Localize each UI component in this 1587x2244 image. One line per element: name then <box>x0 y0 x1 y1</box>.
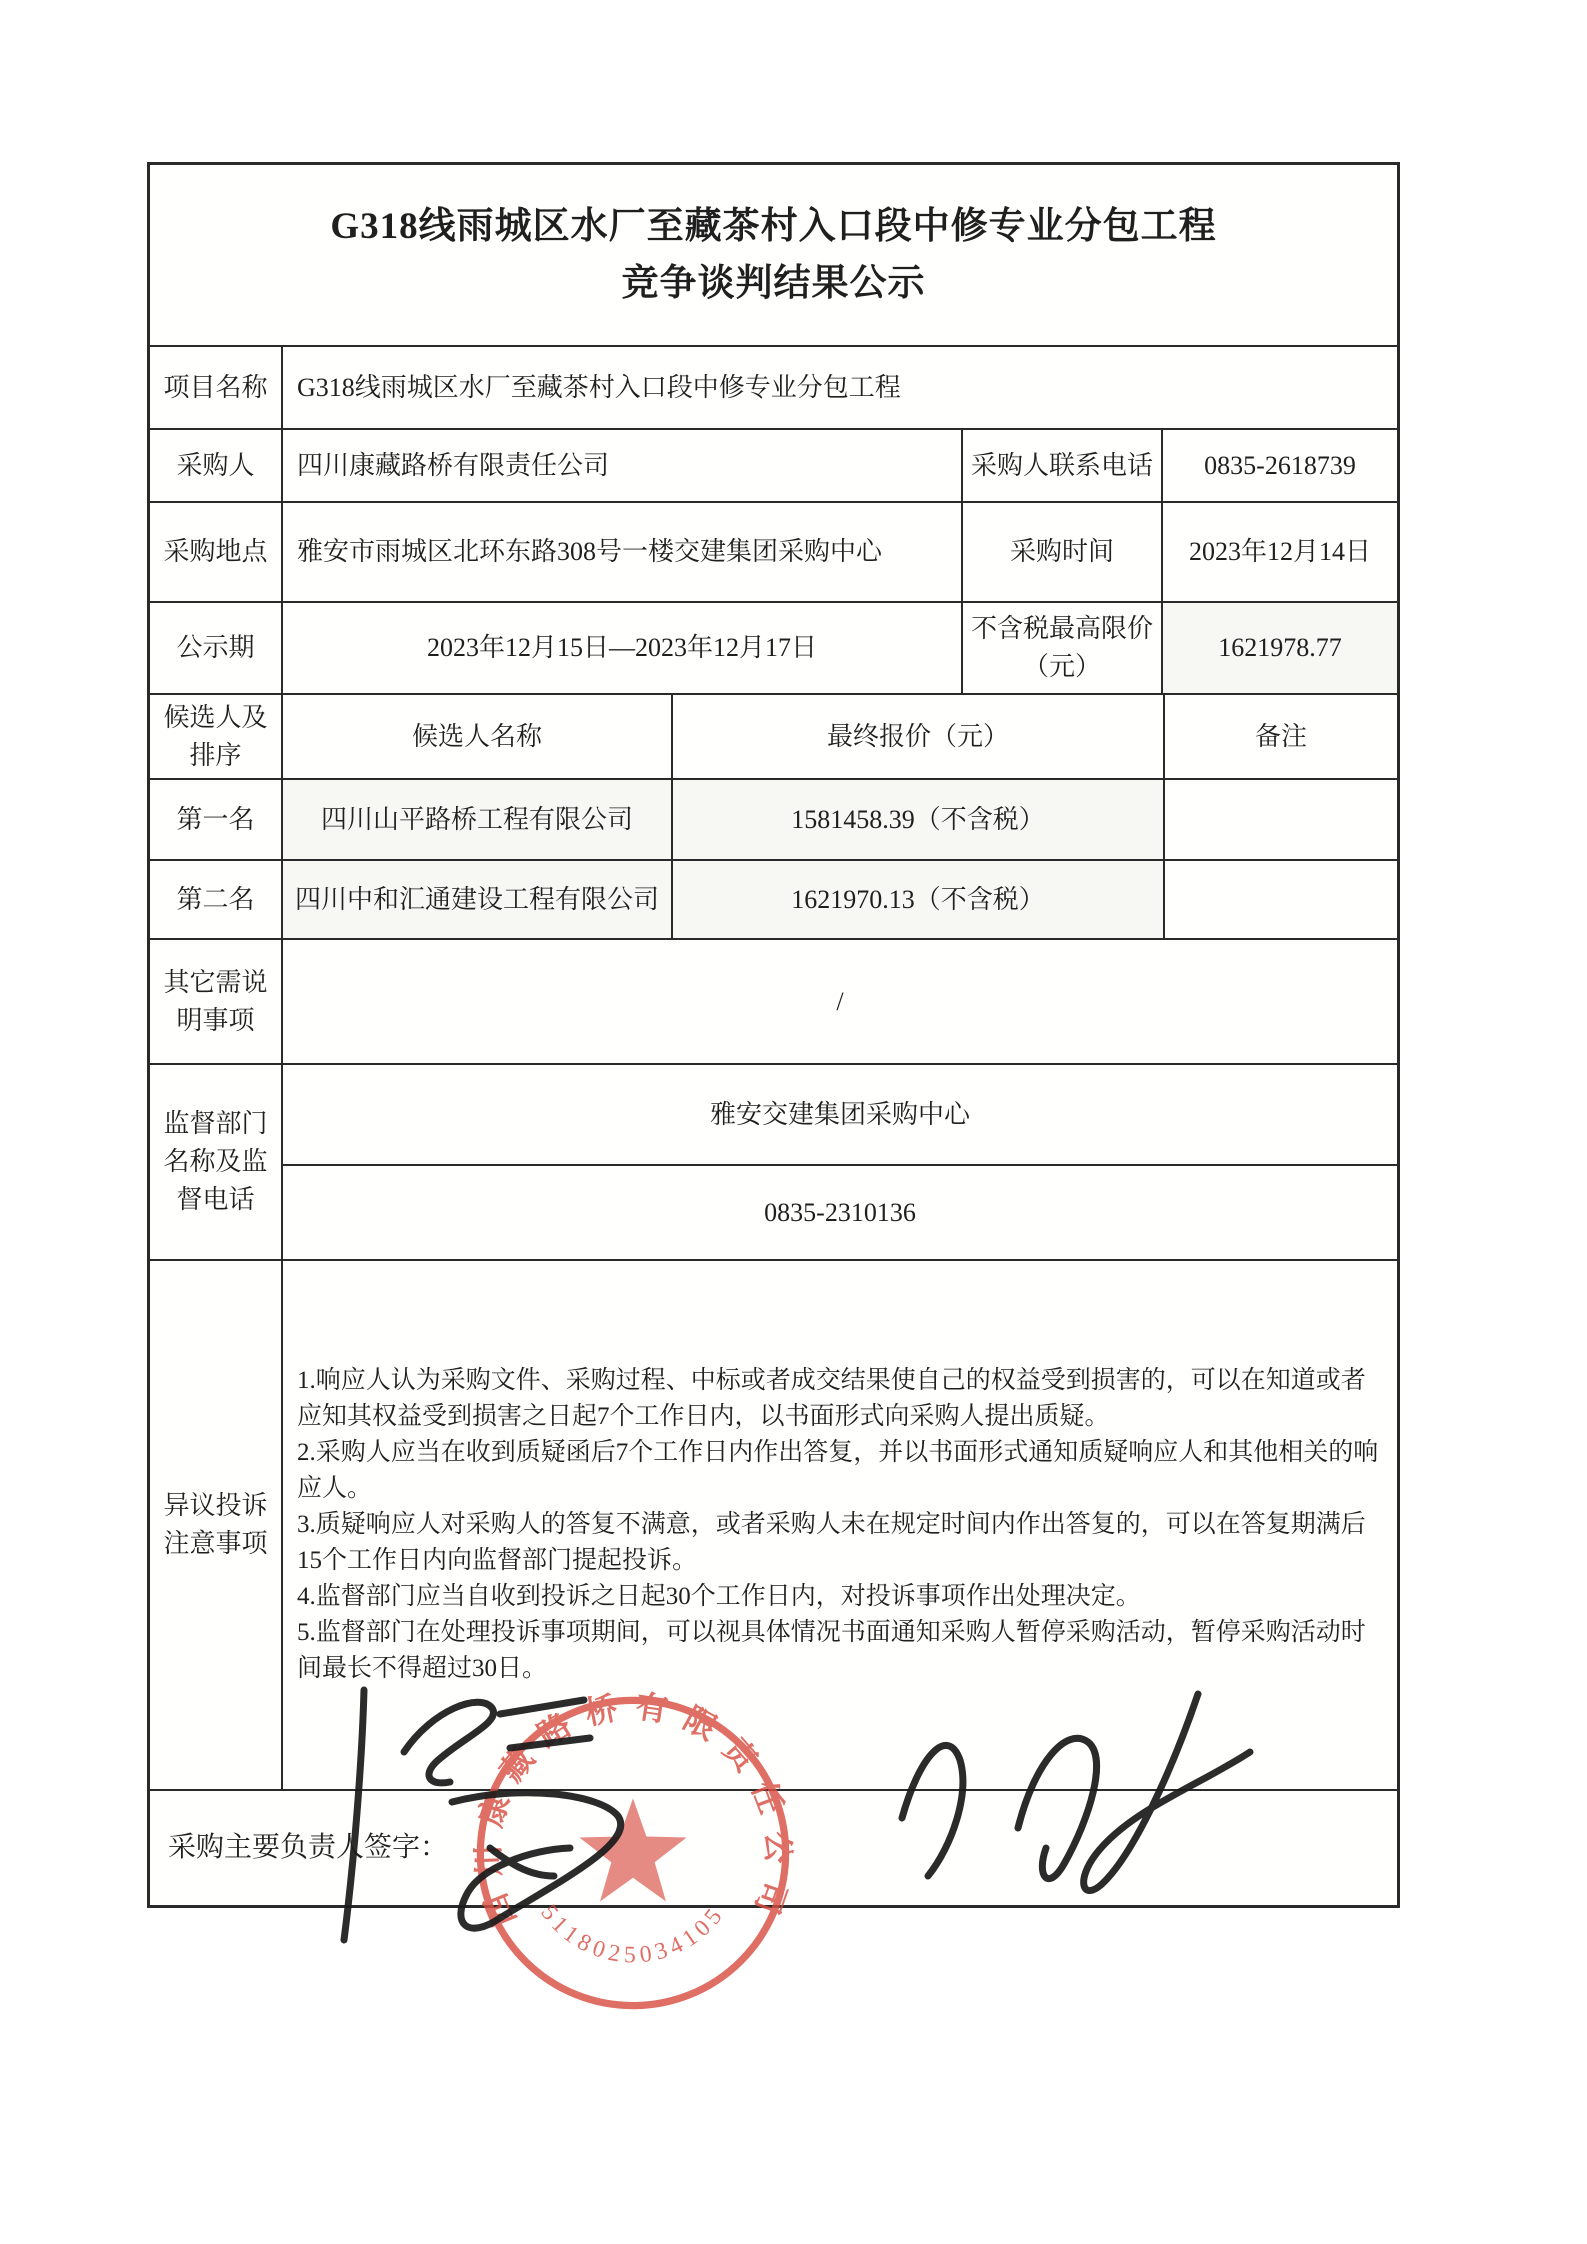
candidate-row-1 <box>150 780 1397 861</box>
handwritten-signature-1 <box>332 1652 692 1962</box>
objection-item-1: 1.响应人认为采购文件、采购过程、中标或者成交结果使自己的权益受到损害的，可以在知道或者应知其权益受到损害之日起7个工作日内，以书面形式向采购人提出质疑。 <box>297 1367 1366 1430</box>
supervision-values <box>283 1065 1397 1259</box>
candidates-rank-header: 候选人及排序 <box>150 695 283 778</box>
objection-item-3: 3.质疑响应人对采购人的答复不满意，或者采购人未在规定时间内作出答复的，可以在答复期满后15个工作日内向监督部门提起投诉。 <box>297 1511 1366 1574</box>
candidates-name-header: 候选人名称 <box>283 695 673 778</box>
supervision-label: 监督部门名称及监督电话 <box>150 1065 283 1259</box>
result-announcement-table <box>147 162 1400 1908</box>
publicity-value: 2023年12月15日—2023年12月17日 <box>283 603 963 693</box>
other-notes-value: / <box>836 986 844 1016</box>
purchase-time-value: 2023年12月14日 <box>1188 537 1371 567</box>
location-value: 雅安市雨城区北环东路308号一楼交建集团采购中心 <box>283 503 963 601</box>
candidate-row-2 <box>150 861 1397 940</box>
objection-item-5: 5.监督部门在处理投诉事项期间，可以视具体情况书面通知采购人暂停采购活动，暂停采购活动时间最长不得超过30日。 <box>297 1619 1366 1682</box>
purchaser-phone-label: 采购人联系电话 <box>963 430 1163 501</box>
candidates-price-header: 最终报价（元） <box>673 695 1165 778</box>
document-title <box>150 165 1397 347</box>
seal-number: 5118025034105 <box>535 1900 730 1969</box>
other-notes-label: 其它需说明事项 <box>150 940 283 1063</box>
title-line-2: 竞争谈判结果公示 <box>621 263 926 304</box>
candidates-note-header: 备注 <box>1254 721 1307 751</box>
candidate-2-name: 四川中和汇通建设工程有限公司 <box>283 861 673 938</box>
other-notes-row <box>150 940 1397 1065</box>
seal-company-name: 四川康藏路桥有限责任公司 <box>470 1688 796 1932</box>
candidate-1-note <box>1165 780 1397 859</box>
purchaser-label: 采购人 <box>150 430 283 501</box>
project-name-row <box>150 347 1397 430</box>
handwritten-signature-2 <box>868 1668 1288 1908</box>
candidate-1-price: 1581458.39（不含税） <box>673 780 1165 859</box>
supervision-phone-value: 0835-2310136 <box>764 1197 916 1227</box>
candidate-1-rank: 第一名 <box>150 780 283 859</box>
project-name-label: 项目名称 <box>150 347 283 428</box>
signature-label: 采购主要负责人签字： <box>168 1831 449 1863</box>
price-limit-value: 1621978.77 <box>1163 603 1397 693</box>
project-name-value: G318线雨城区水厂至藏茶村入口段中修专业分包工程 <box>297 372 901 402</box>
candidate-2-price: 1621970.13（不含税） <box>673 861 1165 938</box>
supervision-dept-value: 雅安交建集团采购中心 <box>283 1065 1397 1166</box>
candidate-2-note <box>1165 861 1397 938</box>
objection-label: 异议投诉注意事项 <box>150 1261 283 1789</box>
objection-item-2: 2.采购人应当在收到质疑函后7个工作日内作出答复，并以书面形式通知质疑响应人和其他相关的响应人。 <box>297 1439 1379 1502</box>
title-line-1: G318线雨城区水厂至藏茶村入口段中修专业分包工程 <box>330 205 1217 247</box>
purchaser-row <box>150 430 1397 503</box>
candidate-2-rank: 第二名 <box>150 861 283 938</box>
candidate-1-name: 四川山平路桥工程有限公司 <box>283 780 673 859</box>
location-label: 采购地点 <box>150 503 283 601</box>
price-limit-label: 不含税最高限价（元） <box>963 603 1163 693</box>
objection-item-4: 4.监督部门应当自收到投诉之日起30个工作日内，对投诉事项作出处理决定。 <box>297 1583 1141 1610</box>
publicity-row <box>150 603 1397 695</box>
purchaser-value: 四川康藏路桥有限责任公司 <box>283 430 963 501</box>
publicity-label: 公示期 <box>150 603 283 693</box>
purchase-time-label: 采购时间 <box>963 503 1163 601</box>
supervision-row <box>150 1065 1397 1261</box>
candidates-header-row <box>150 695 1397 780</box>
purchaser-phone-value: 0835-2618739 <box>1204 450 1356 480</box>
location-row <box>150 503 1397 603</box>
